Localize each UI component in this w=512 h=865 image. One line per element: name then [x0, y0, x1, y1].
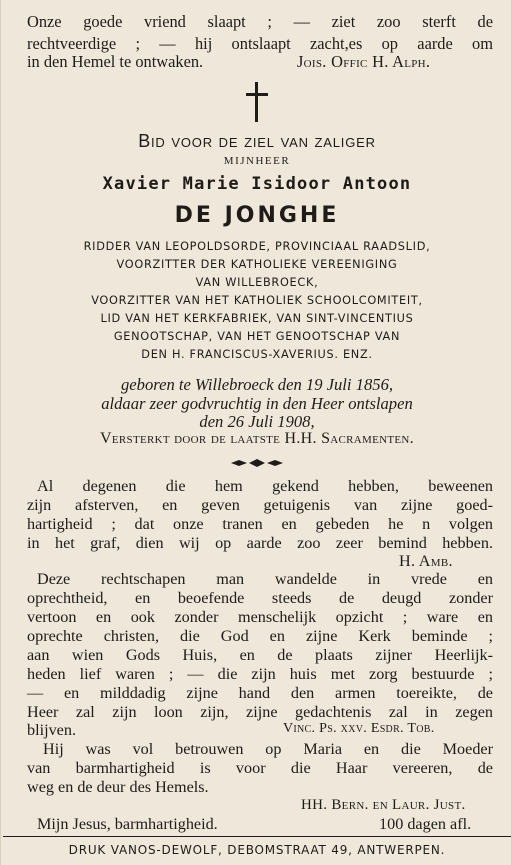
p1-line-2: zijn afsterven, en geven getuigenis van zijne goed- [27, 496, 493, 514]
title-line-1: RIDDER VAN LEOPOLDSORDE, PROVINCIAAL RAADSLID, [83, 240, 431, 253]
death-date-line: den 26 Juli 1908, [199, 412, 315, 431]
p3-line-2: van barmhartigheid is voor die Haar vereeren, de [27, 759, 493, 777]
p2-line-6: heden lief waren ; — die zijn huis met zorg bestuurde ; [27, 665, 493, 683]
p2-line-9: blijven. [27, 721, 77, 739]
prayer-heading: Bid voor de ziel van zaliger [138, 131, 376, 151]
p3-source: HH. Bern. en Laur. Just. [301, 797, 466, 813]
p2-line-8: Heer zal zijn loon zijn, zijne gedachtenis zal in zegen [27, 703, 493, 721]
printer-imprint: DRUK VANOS-DEWOLF, DEBOMSTRAAT 49, ANTWERPEN. [68, 843, 446, 857]
ornament-divider-icon [229, 458, 285, 468]
p2-line-4: oprechte christen, die God en zijne Kerk beminde ; [27, 627, 493, 645]
p2-line-5: aan wien Gods Huis, en de plaats zijner Heerlijk- [27, 646, 493, 664]
verse-line-1: Onze goede vriend slaapt ; — ziet zoo sterft de [27, 12, 493, 31]
p1-line-1: Al degenen die hem gekend hebben, beweenen [37, 477, 493, 495]
honorific: MIJNHEER [223, 155, 291, 167]
title-line-7: DEN H. FRANCISCUS-XAVERIUS. ENZ. [141, 348, 373, 361]
footer-rule [3, 836, 511, 837]
title-line-4: VOORZITTER VAN HET KATHOLIEK SCHOOLCOMITEIT, [91, 294, 423, 307]
p1-line-4: in het graf, dien wij op aarde zoo zeer bemind hebben. [27, 534, 493, 552]
verse-line-3: in den Hemel te ontwaken. [27, 52, 204, 71]
sacraments-line: Versterkt door de laatste H.H. Sacramenten. [100, 430, 414, 447]
surname: DE JONGHE [174, 203, 340, 228]
title-line-2: VOORZITTER DER KATHOLIEKE VEREENIGING [116, 258, 398, 271]
p3-line-1: Hij was vol betrouwen op Maria en die Moeder [43, 740, 493, 758]
p1-line-3: hartigheid ; dat onze tranen en gebeden he n volgen [27, 515, 493, 533]
p1-source: H. Amb. [399, 552, 453, 570]
p3-line-3: weg en de deur des Hemels. [27, 778, 209, 796]
death-line: aldaar zeer godvruchtig in den Heer ontslapen [101, 394, 413, 413]
cross-icon [246, 82, 268, 122]
p2-line-3: vertoon en ook zonder menschelijk opzicht ; ware en [27, 608, 493, 626]
indulgence-days: 100 dagen afl. [379, 815, 472, 833]
birth-line: geboren te Willebroeck den 19 Juli 1856, [120, 375, 394, 394]
title-line-3: VAN WILLEBROECK, [195, 276, 319, 289]
p2-line-1: Deze rechtschapen man wandelde in vrede en [37, 570, 493, 588]
verse-source: Jois. Offic H. Alph. [297, 52, 431, 71]
verse-line-2: rechtveerdige ; — hij ontslaapt zacht,es op aarde om [27, 34, 493, 53]
p2-line-2: oprechtheid, en beoefende steeds de deugd zonder [27, 589, 493, 607]
title-line-5: LID VAN HET KERKFABRIEK, VAN SINT-VINCENTIUS [100, 312, 414, 325]
p2-line-7: — en milddadig zijne hand den armen toereikte, de [27, 684, 493, 702]
title-line-6: GENOOTSCHAP, VAN HET GENOOTSCHAP VAN [113, 330, 401, 343]
given-names: Xavier Marie Isidoor Antoon [102, 174, 412, 194]
p2-source: Vinc. Ps. xxv. Esdr. Tob. [283, 721, 435, 736]
ejaculation-prayer: Mijn Jesus, barmhartigheid. [37, 815, 218, 833]
